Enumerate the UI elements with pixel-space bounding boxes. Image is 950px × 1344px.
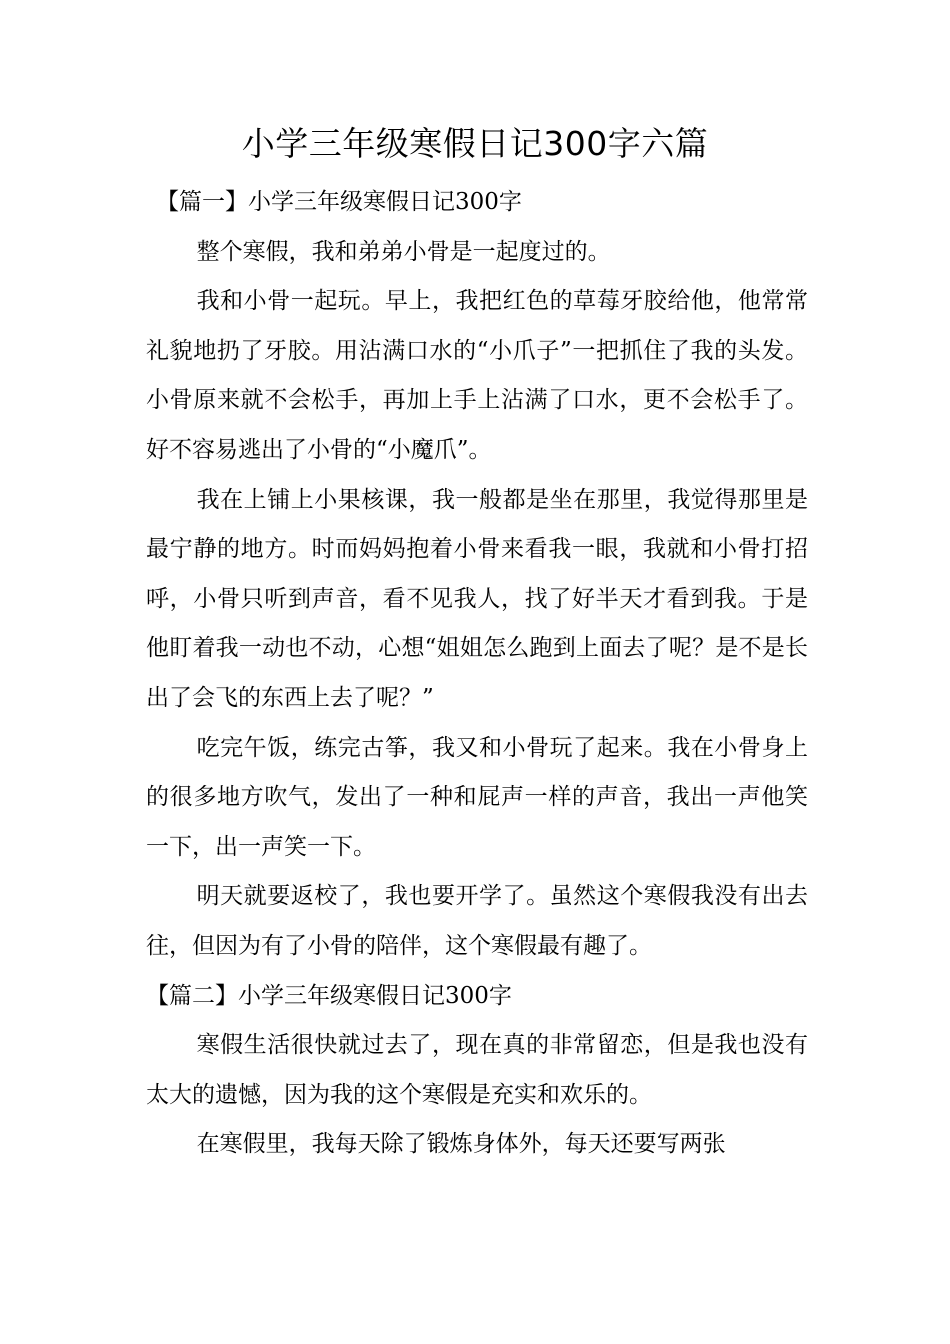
section-heading: 【篇一】小学三年级寒假日记300字 (156, 189, 522, 215)
paragraph: 吃完午饭，练完古筝，我又和小骨玩了起来。我在小骨身上的很多地方吹气，发出了一种和屁声一样的声音，我出一声他笑一下，出一声笑一下。 (146, 734, 808, 860)
paragraph: 明天就要返校了，我也要开学了。虽然这个寒假我没有出去往，但因为有了小骨的陪伴，这个寒假最有趣了。 (146, 883, 808, 959)
paragraph: 在寒假里，我每天除了锻炼身体外，每天还要写两张 (196, 1131, 726, 1158)
paragraph: 整个寒假，我和弟弟小骨是一起度过的。 (196, 238, 611, 265)
paragraph: 我在上铺上小果核课，我一般都是坐在那里，我觉得那里是最宁静的地方。时而妈妈抱着小骨来看我一眼，我就和小骨打招呼，小骨只听到声音，看不见我人，找了好半天才看到我。于是他盯着我一动也不动，心想“姐姐怎么跑到上面去了呢？是不是长出了会飞的东西上去了呢？” (146, 486, 808, 711)
paragraph: 寒假生活很快就过去了，现在真的非常留恋，但是我也没有太大的遗憾，因为我的这个寒假是充实和欢乐的。 (146, 1032, 808, 1108)
paragraph: 我和小骨一起玩。早上，我把红色的草莓牙胶给他，他常常礼貌地扔了牙胶。用沾满口水的“小爪子”一把抓住了我的头发。小骨原来就不会松手，再加上手上沾满了口水，更不会松手了。好不容易逃出了小骨的“小魔爪”。 (146, 288, 808, 463)
document-body (146, 178, 808, 1170)
section-heading: 【篇二】小学三年级寒假日记300字 (146, 982, 512, 1009)
page-title: 小学三年级寒假日记300字六篇 (241, 124, 709, 163)
